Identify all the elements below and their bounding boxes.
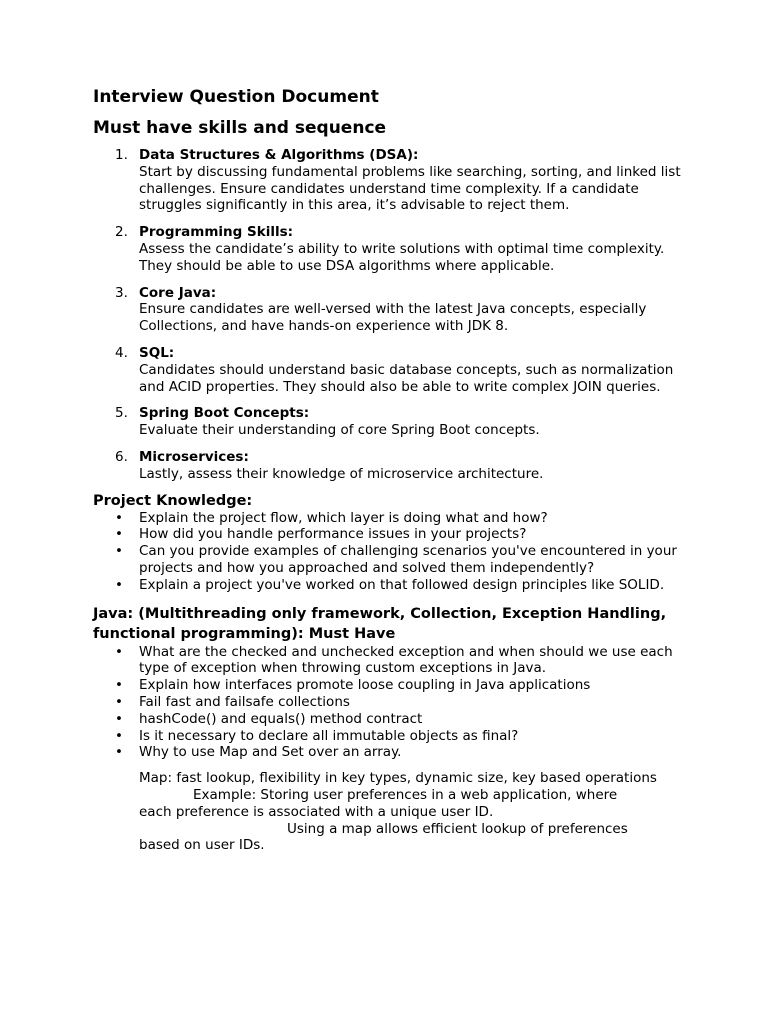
skill-title: Microservices:: [139, 448, 249, 465]
map-example-continuation: each preference is associated with a unique user ID.: [139, 803, 494, 820]
list-item-text: Fail fast and failsafe collections: [139, 693, 350, 710]
list-item: [93, 644, 688, 678]
list-item-text: Explain the project flow, which layer is doing what and how?: [139, 509, 548, 526]
map-usage-continuation: based on user IDs.: [139, 837, 265, 854]
map-note-line: Map: fast lookup, flexibility in key types, dynamic size, key based operations: [139, 770, 657, 787]
skill-item: [93, 345, 688, 395]
list-item-text: What are the checked and unchecked exception and when should we use each type of exception when throwing custom exceptions in Java.: [139, 643, 673, 677]
list-item-text: Explain how interfaces promote loose coupling in Java applications: [139, 677, 591, 694]
java-heading: Java: (Multithreading only framework, Collection, Exception Handling, functional programming): Must Have: [93, 605, 667, 642]
skill-number: 4.: [115, 344, 128, 361]
bullet-icon: •: [115, 677, 123, 694]
skill-description: Lastly, assess their knowledge of microservice architecture.: [139, 465, 544, 482]
list-item: [93, 510, 688, 527]
bullet-icon: •: [115, 643, 123, 660]
list-item: [93, 744, 688, 761]
skill-title: SQL:: [139, 344, 175, 361]
skill-item: [93, 224, 688, 274]
list-item-text: Can you provide examples of challenging scenarios you've encountered in your projects and how you approached and solved them independently?: [139, 543, 677, 576]
map-usage-line: Using a map allows efficient lookup of preferences: [287, 820, 628, 837]
skill-description: Assess the candidate’s ability to write solutions with optimal time complexity. They should be able to use DSA algorithms where applicable.: [139, 240, 665, 274]
skill-description: Candidates should understand basic database concepts, such as normalization and ACID properties. They should also be able to write complex JOIN queries.: [139, 361, 674, 395]
project-knowledge-list: [93, 510, 688, 594]
bullet-icon: •: [115, 727, 123, 744]
skill-number: 5.: [115, 405, 128, 422]
skill-number: 2.: [115, 224, 128, 241]
project-knowledge-heading: Project Knowledge:: [93, 492, 253, 509]
skills-list: [93, 147, 688, 483]
list-item-text: hashCode() and equals() method contract: [139, 710, 423, 727]
list-item: [93, 543, 688, 577]
bullet-icon: •: [115, 576, 123, 593]
list-item-text: Is it necessary to declare all immutable objects as final?: [139, 727, 519, 744]
list-item-text: How did you handle performance issues in your projects?: [139, 526, 527, 543]
skill-number: 1.: [115, 147, 128, 163]
bullet-icon: •: [115, 744, 123, 761]
list-item: [93, 577, 688, 594]
document-subtitle: Must have skills and sequence: [93, 118, 387, 138]
skill-description: Start by discussing fundamental problems like searching, sorting, and linked list challenges. Ensure candidates understand time complexity. If a candidate struggles significantly in this area, it’s advisable to reject them.: [139, 163, 681, 214]
list-item: [93, 694, 688, 711]
bullet-icon: •: [115, 543, 123, 560]
list-item: [93, 728, 688, 745]
skill-item: [93, 449, 688, 483]
skill-description: Ensure candidates are well-versed with the latest Java concepts, especially Collections, and have hands-on experience with JDK 8.: [139, 301, 647, 335]
bullet-icon: •: [115, 526, 123, 543]
java-list: [93, 644, 688, 762]
skill-title: Core Java:: [139, 284, 217, 301]
skill-title: Programming Skills:: [139, 224, 294, 241]
map-note: [93, 770, 688, 854]
skill-item: [93, 147, 688, 214]
skill-title: Spring Boot Concepts:: [139, 405, 310, 422]
skill-number: 6.: [115, 448, 128, 465]
list-item: [93, 711, 688, 728]
document-title: Interview Question Document: [93, 87, 379, 107]
list-item-text: Why to use Map and Set over an array.: [139, 744, 402, 761]
skill-item: [93, 405, 688, 439]
skill-title: Data Structures & Algorithms (DSA):: [139, 147, 419, 163]
bullet-icon: •: [115, 693, 123, 710]
bullet-icon: •: [115, 509, 123, 526]
map-example-line: Example: Storing user preferences in a web application, where: [193, 786, 618, 803]
list-item: [93, 526, 688, 543]
skill-item: [93, 285, 688, 335]
bullet-icon: •: [115, 710, 123, 727]
list-item: [93, 677, 688, 694]
skill-description: Evaluate their understanding of core Spring Boot concepts.: [139, 422, 540, 439]
skill-number: 3.: [115, 284, 128, 301]
list-item-text: Explain a project you've worked on that followed design principles like SOLID.: [139, 576, 665, 593]
